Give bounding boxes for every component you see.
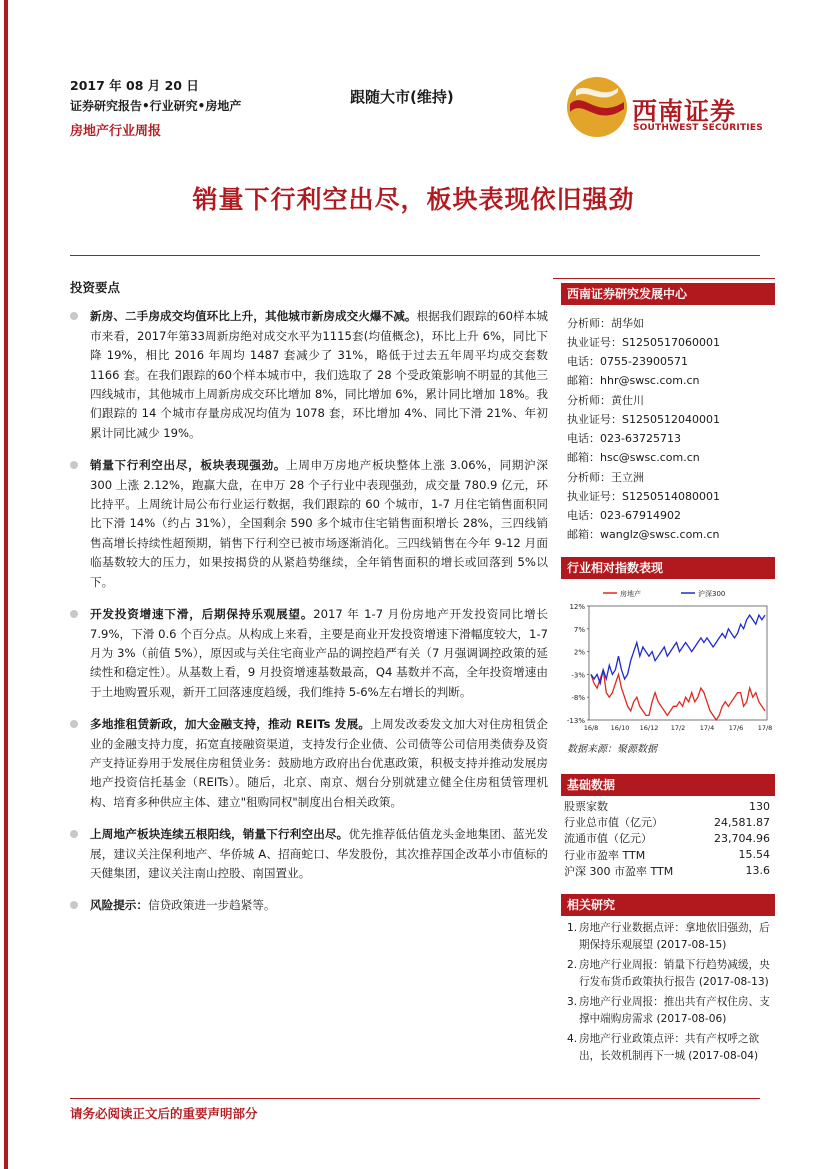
highlight-body: 上周发改委发文加大对住房租赁企业的金融支持力度，拓宽直接融资渠道，支持发行企业债、公司债等公司信用类债券及资产支持证券用于发展住房租赁业务：鼓励地方政府出台优惠政策，积极支持并推动发展房地产投资信托基金（REITs）。随后，北京、南京、烟台分别就建立健全住房租赁管理机构、培育多种供应主体、建立"租购同权"制度出台相关政策。 [90,717,548,809]
y-tick-label: 7% [573,625,585,634]
highlight-item [70,896,548,915]
x-tick-label: 16/8 [583,724,599,732]
x-tick-label: 17/6 [728,724,744,732]
highlight-body: 根据我们跟踪的60样本城市来看，2017年第33周新房绝对成交水平为1115套(均值概念)，环比上升 6%，同比下降 19%，相比 2016 年周均 1487 套减少了 31%，略低于过去五年周平均成交套数 1166 套。在我们跟踪的60个样本城市中，我们选取了 28 个受政策影响不明显的其他三四线城市，其他城市上周新房成交环比增加 8%，同比增加 6%，累计同比增加 18%。我们跟踪的 14 个城市存量房成况均值为 1078 套，环比增加 4%、同比下滑 21%、年初累计同比减少 19%。 [90,309,548,440]
legend-label: 沪深300 [698,590,726,598]
highlight-item [70,825,548,883]
analyst-card [567,314,720,390]
highlight-lead: 多地推租赁新政，加大金融支持，推动 REITs 发展。 [90,717,371,732]
highlight-item [70,456,548,592]
table-row [564,814,770,830]
y-tick-label: -8% [571,694,585,703]
analyst-name: 分析师：黄仕川 [567,394,644,407]
analyst-license: 执业证号：S1250517060001 [567,336,720,349]
logo-icon [566,76,628,138]
section-heading: 投资要点 [70,280,121,295]
analyst-email[interactable]: 邮箱：hhr@swsc.com.cn [567,374,700,387]
x-tick-label: 16/10 [610,724,630,732]
row-label: 行业总市值（亿元） [564,816,663,830]
highlight-lead: 上周地产板块连续五根阳线，销量下行利空出尽。 [90,827,349,842]
report-series: 房地产行业周报 [70,124,162,139]
series-line-csi300 [591,615,765,683]
highlight-item [70,605,548,702]
bullet-icon [70,720,78,728]
item-number: 1. [567,922,578,934]
row-value: 13.6 [745,864,770,878]
x-tick-label: 16/12 [639,724,659,732]
row-label: 流通市值（亿元） [564,832,652,846]
analyst-phone: 电话：0755-23900571 [567,355,688,368]
basic-data-table [564,798,770,879]
x-tick-label: 17/2 [670,724,686,732]
row-value: 130 [749,799,770,813]
table-row [564,830,770,846]
highlight-body: 信贷政策进一步趋紧等。 [147,898,276,913]
y-tick-label: 12% [569,603,585,611]
analyst-email[interactable]: 邮箱：hsc@swsc.com.cn [567,451,700,464]
item-number: 3. [567,996,578,1008]
highlight-item [70,307,548,443]
report-date: 2017 年 08 月 20 日 [70,78,199,93]
list-item[interactable] [567,994,773,1028]
item-text: 房地产行业政策点评：共有产权呼之欲出，长效机制再下一城 (2017-08-04) [579,1033,760,1062]
investment-highlights [70,278,548,929]
related-research-list [567,920,773,1068]
analyst-name: 分析师：胡华如 [567,317,644,330]
footer-rule [70,1098,760,1099]
highlight-lead: 开发投资增速下滑，后期保持乐观展望。 [90,607,314,622]
table-row [564,798,770,814]
list-item[interactable] [567,957,773,991]
row-value: 15.54 [738,848,770,862]
item-text: 房地产行业周报：销量下行趋势减缓，央行发布货币政策执行报告 (2017-08-13) [579,959,770,988]
logo-text: 西南证券 [632,97,737,126]
row-label: 股票家数 [564,800,608,814]
row-value: 24,581.87 [714,815,770,829]
left-accent-bar [4,0,8,1169]
row-label: 行业市盈率 TTM [564,848,646,862]
y-tick-label: -13% [566,717,585,725]
analyst-phone: 电话：023-67914902 [567,509,681,522]
row-value: 23,704.96 [714,831,770,845]
list-item[interactable] [567,920,773,954]
list-item[interactable] [567,1031,773,1065]
analyst-card [567,468,720,544]
analyst-phone: 电话：023-63725713 [567,432,681,445]
bullet-icon [70,312,78,320]
y-tick-label: -3% [571,671,585,680]
bullet-icon [70,610,78,618]
y-tick-label: 2% [573,648,585,657]
highlight-lead: 新房、二手房成交均值环比上升，其他城市新房成交火爆不减。 [90,309,417,324]
analyst-email[interactable]: 邮箱：wanglz@swsc.com.cn [567,528,720,541]
sidebar-top-rule [553,278,775,279]
legend-label: 房地产 [620,590,641,598]
report-type: 证券研究报告•行业研究•房地产 [70,99,242,113]
x-tick-label: 17/4 [699,724,715,732]
research-center-heading: 西南证券研究发展中心 [561,283,775,305]
related-research-heading: 相关研究 [561,894,775,916]
highlight-lead: 销量下行利空出尽，板块表现强劲。 [90,458,287,473]
bullet-icon [70,461,78,469]
highlight-body: 优先推荐低估值龙头金地集团、蓝光发展，建议关注保利地产、华侨城 A、招商蛇口、华发股份，其次推荐国企改革小市值标的天健集团，建议关注南山控股、南国置业。 [90,827,548,880]
table-row [564,847,770,863]
row-label: 沪深 300 市盈率 TTM [564,864,674,878]
footer-disclaimer: 请务必阅读正文后的重要声明部分 [70,1106,258,1121]
highlight-body: 2017 年 1-7 月份房地产开发投资同比增长 7.9%，下滑 0.6 个百分点。从构成上来看，主要是商业开发投资增速下滑幅度较大，1-7 月为 3%（前值 5%），原因或与关住宅商业产品的调控趋严有关（7 月强调调控政策的延续性和稳定性）。从基数上看，9 月投资增速基数最高，Q4 基数并不高，全年投资增速由于土地购置乐观，新开工回落速度趋缓，我们维持 5-6%左右增长的判断。 [90,607,548,699]
relative-index-chart [561,584,775,734]
basic-data-heading: 基础数据 [561,774,775,796]
item-text: 房地产行业数据点评：拿地依旧强劲，后期保持乐观展望 (2017-08-15) [579,922,770,951]
analyst-name: 分析师：王立洲 [567,471,644,484]
highlight-item [70,715,548,812]
analyst-card [567,391,720,467]
x-tick-label: 17/8 [757,724,773,732]
report-title: 销量下行利空出尽，板块表现依旧强劲 [192,185,635,214]
analyst-license: 执业证号：S1250514080001 [567,490,720,503]
item-number: 2. [567,959,578,971]
item-number: 4. [567,1033,578,1045]
rating: 跟随大市(维持) [350,88,454,106]
analyst-license: 执业证号：S1250512040001 [567,413,720,426]
table-row [564,863,770,879]
highlight-lead: 风险提示： [90,898,148,913]
chart-heading: 行业相对指数表现 [561,557,775,579]
logo-subtext: SOUTHWEST SECURITIES [633,123,763,133]
series-line-real-estate [591,670,765,720]
bullet-icon [70,901,78,909]
item-text: 房地产行业周报：推出共有产权住房、支撑中端购房需求 (2017-08-06) [579,996,770,1025]
bullet-icon [70,830,78,838]
highlight-body: 上周申万房地产板块整体上涨 3.06%，同期沪深 300 上涨 2.12%，跑赢大盘，在申万 28 个子行业中表现强劲，成交量 780.9 亿元，环比持平。上周统计局公布行业运行数据，我们跟踪的 60 个城市，1-7 月住宅销售面积同比下滑 14%（约占 31%），全国剩余 590 多个城市住宅销售面积增长 28%，三四线销售高增长持续性超预期，销售下行利空已被市场逐渐消化。三四线销售在今年 9-12 月面临基数较大的压力，如果按揭贷的从紧趋势继续，全年销售面积的增长或回落到 5%以下。 [90,458,548,589]
title-divider [70,255,760,256]
chart-source: 数据来源：聚源数据 [567,744,657,755]
